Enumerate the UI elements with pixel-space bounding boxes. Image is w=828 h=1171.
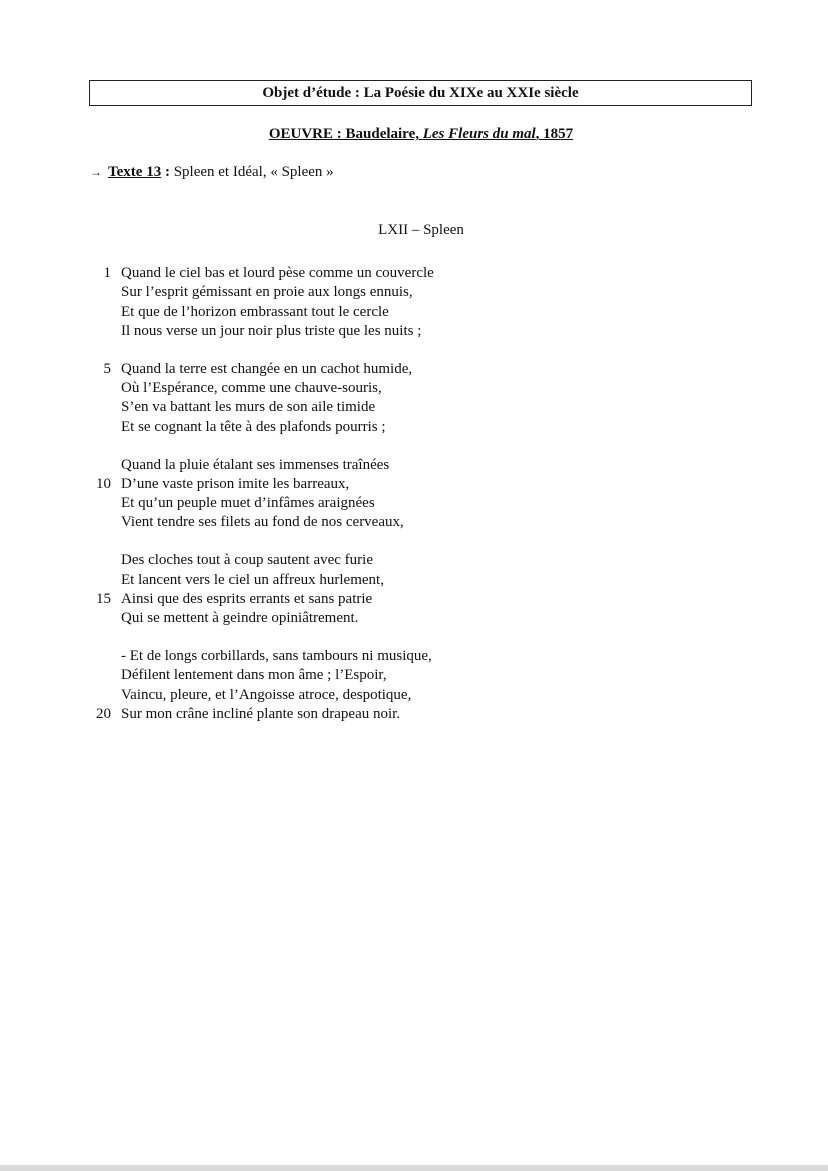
arrow-icon: → — [90, 165, 102, 179]
poem-body — [90, 264, 434, 724]
line-number — [90, 494, 111, 513]
oeuvre-prefix: OEUVRE : Baudelaire, — [268, 126, 423, 142]
poem-line — [90, 513, 434, 532]
poem-line — [90, 456, 434, 475]
oeuvre-work-title: Les Fleurs du mal — [422, 126, 536, 142]
poem-line — [90, 398, 434, 417]
stanza-gap — [90, 437, 434, 456]
verse-text: Sur mon crâne incliné plante son drapeau noir. — [121, 706, 401, 723]
stanza-gap — [90, 533, 434, 552]
poem-line — [90, 590, 434, 609]
verse-text: Vient tendre ses filets au fond de nos cerveaux, — [121, 514, 404, 531]
verse-text: Où l’Espérance, comme une chauve-souris, — [121, 380, 382, 397]
stanza-gap — [90, 629, 434, 648]
verse-text: Et que de l’horizon embrassant tout le cercle — [121, 303, 389, 320]
poem-line — [90, 360, 434, 379]
verse-text: Quand la terre est changée en un cachot humide, — [121, 360, 413, 377]
poem-line — [90, 705, 434, 724]
line-number — [90, 571, 111, 590]
poem-line — [90, 303, 434, 322]
line-number — [90, 686, 111, 705]
line-number — [90, 551, 111, 570]
verse-text: S’en va battant les murs de son aile timide — [121, 399, 376, 416]
verse-text: Ainsi que des esprits errants et sans patrie — [121, 590, 373, 607]
poem-line — [90, 571, 434, 590]
study-object-title: Objet d’étude : La Poésie du XIXe au XXIe siècle — [262, 84, 579, 101]
verse-text: Défilent lentement dans mon âme ; l’Espoir, — [121, 667, 387, 684]
poem-line — [90, 283, 434, 302]
texte-reference — [90, 164, 334, 181]
verse-text: - Et de longs corbillards, sans tambours ni musique, — [121, 648, 432, 665]
verse-text: Et lancent vers le ciel un affreux hurlement, — [121, 571, 384, 588]
poem-line — [90, 322, 434, 341]
line-number — [90, 398, 111, 417]
line-number: 10 — [96, 475, 111, 492]
line-number — [90, 379, 111, 398]
poem-line — [90, 609, 434, 628]
page-bottom-edge — [0, 1165, 828, 1171]
line-number — [90, 647, 111, 666]
texte-colon: : — [161, 164, 170, 180]
verse-text: Qui se mettent à geindre opiniâtrement. — [121, 610, 359, 627]
line-number: 15 — [96, 590, 111, 607]
poem-line — [90, 475, 434, 494]
line-number: 1 — [103, 265, 111, 281]
verse-text: Vaincu, pleure, et l’Angoisse atroce, despotique, — [121, 686, 412, 703]
oeuvre-year: , 1857 — [535, 126, 574, 142]
verse-text: Et qu’un peuple muet d’infâmes araignées — [121, 495, 375, 512]
poem-line — [90, 379, 434, 398]
texte-title: Spleen et Idéal, « Spleen » — [169, 164, 334, 180]
line-number — [90, 456, 111, 475]
verse-text: Quand le ciel bas et lourd pèse comme un couvercle — [121, 265, 434, 281]
poem-line — [90, 686, 434, 705]
line-number — [90, 609, 111, 628]
verse-text: Quand la pluie étalant ses immenses traînées — [121, 456, 390, 473]
verse-text: Sur l’esprit gémissant en proie aux longs ennuis, — [121, 284, 413, 301]
line-number: 5 — [103, 360, 111, 377]
verse-text: Il nous verse un jour noir plus triste que les nuits ; — [121, 322, 422, 339]
line-number — [90, 513, 111, 532]
study-object-box — [89, 80, 752, 106]
oeuvre-heading — [0, 126, 828, 143]
line-number: 20 — [96, 706, 111, 723]
line-number — [90, 322, 111, 341]
poem-line — [90, 647, 434, 666]
poem-line — [90, 494, 434, 513]
line-number — [90, 418, 111, 437]
line-number — [90, 666, 111, 685]
verse-text: Et se cognant la tête à des plafonds pourris ; — [121, 418, 386, 435]
stanza-gap — [90, 341, 434, 360]
line-number — [90, 303, 111, 322]
texte-label: Texte 13 — [108, 164, 162, 180]
poem-line — [90, 551, 434, 570]
poem-line — [90, 418, 434, 437]
verse-text: Des cloches tout à coup sautent avec furie — [121, 552, 373, 569]
poem-line — [90, 666, 434, 685]
line-number — [90, 283, 111, 302]
poem-title: LXII – Spleen — [378, 222, 464, 238]
verse-text: D’une vaste prison imite les barreaux, — [121, 475, 350, 492]
poem-line — [90, 264, 434, 283]
